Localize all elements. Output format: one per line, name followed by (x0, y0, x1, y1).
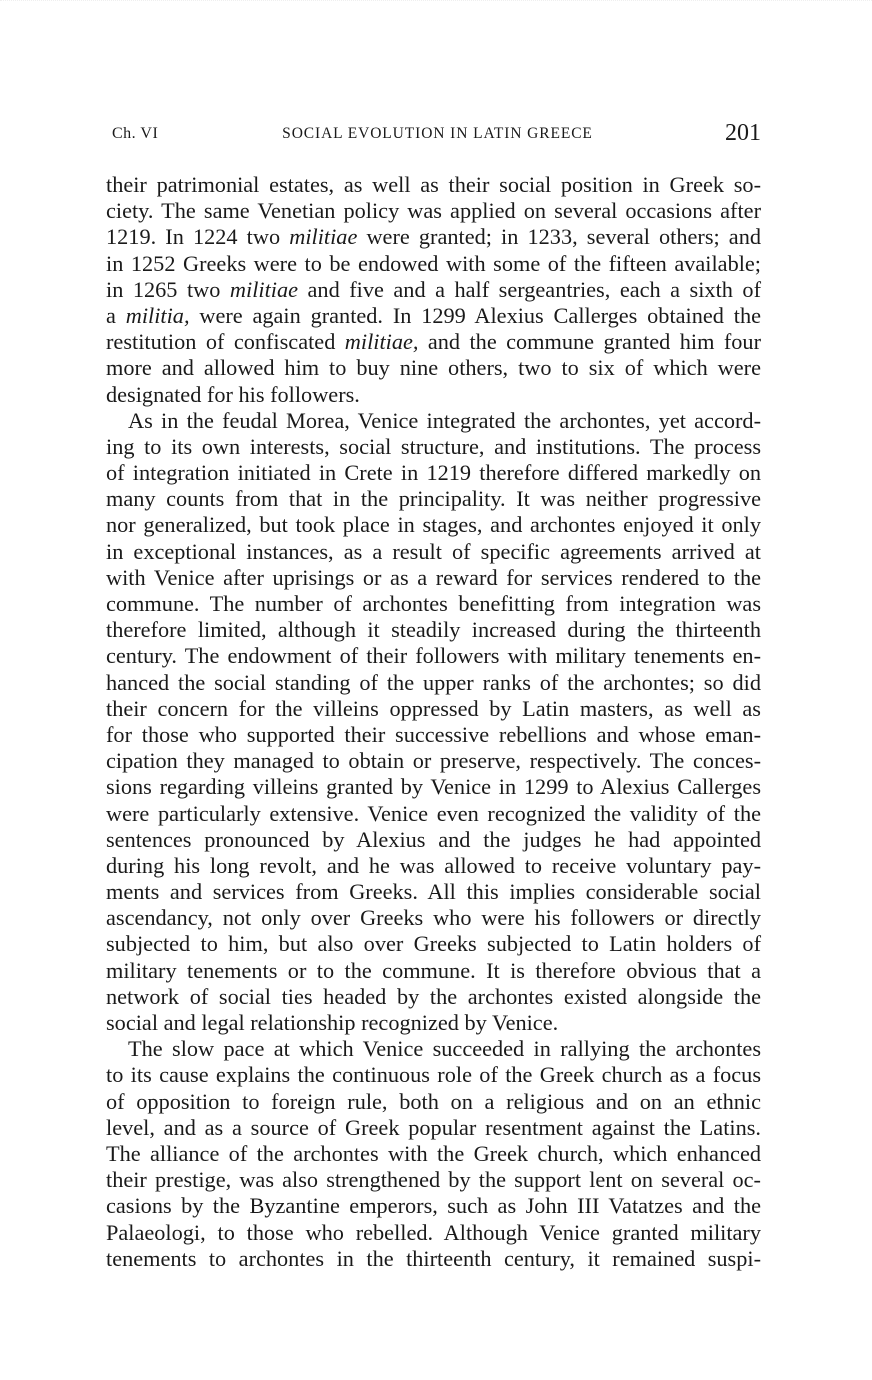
page-number: 201 (725, 120, 761, 146)
text-line: As in the feudal Morea, Venice integrated the archontes, yet accord- (128, 407, 761, 433)
italic-term: militiae, (344, 329, 419, 355)
text-line: military tenements or to the commune. It is therefore obvious that a (106, 957, 761, 983)
text-line: in exceptional instances, as a result of specific agreements arrived at (106, 538, 761, 564)
text-line: in 1265 two militiae and five and a half sergeantries, each a sixth of (106, 276, 761, 302)
text-line: in 1252 Greeks were to be endowed with some of the fifteen available; (106, 250, 761, 276)
running-title: SOCIAL EVOLUTION IN LATIN GREECE (282, 125, 593, 142)
italic-term: militiae (229, 276, 299, 302)
text-line: network of social ties headed by the archontes existed alongside the (106, 983, 761, 1009)
paragraph (106, 408, 761, 1037)
paragraph (106, 1036, 761, 1272)
text-line: cipation they managed to obtain or preserve, respectively. The conces- (106, 748, 761, 774)
text-line: The alliance of the archontes with the Greek church, which enhanced (106, 1140, 761, 1166)
text-line: ments and services from Greeks. All this implies considerable social (106, 879, 761, 905)
text-line: during his long revolt, and he was allowed to receive voluntary pay- (106, 852, 761, 878)
text-line: of opposition to foreign rule, both on a religious and on an ethnic (106, 1088, 761, 1114)
text-line: ascendancy, not only over Greeks who were his followers or directly (106, 905, 761, 931)
text-line: casions by the Byzantine emperors, such as John III Vatatzes and the (106, 1193, 761, 1219)
text-line: social and legal relationship recognized by Venice. (106, 1010, 559, 1035)
text-line: tenements to archontes in the thirteenth century, it remained suspi- (106, 1245, 761, 1271)
text-line: ciety. The same Venetian policy was applied on several occasions after (106, 198, 761, 224)
text-line: Palaeologi, to those who rebelled. Although Venice granted military (106, 1219, 761, 1245)
text-line: ing to its own interests, social structure, and institutions. The process (106, 433, 761, 459)
text-line: of integration initiated in Crete in 1219 therefore differed markedly on (106, 460, 761, 486)
text-line: their concern for the villeins oppressed by Latin masters, as well as (106, 695, 761, 721)
text-line: hanced the social standing of the upper ranks of the archontes; so did (106, 669, 761, 695)
text-line: sions regarding villeins granted by Venice in 1299 to Alexius Callerges (106, 774, 761, 800)
scan-edge-artifact (0, 0, 872, 13)
text-line: The slow pace at which Venice succeeded in rallying the archontes (128, 1036, 761, 1062)
text-line: designated for his followers. (106, 381, 360, 407)
chapter-label: Ch. VI (112, 125, 159, 142)
text-line: to its cause explains the continuous role of the Greek church as a focus (106, 1062, 761, 1088)
italic-term: militia, (125, 302, 190, 328)
text-line: for those who supported their successive rebellions and whose eman- (106, 721, 761, 747)
body-text (106, 172, 761, 1272)
running-head (112, 122, 763, 150)
text-line: subjected to him, but also over Greeks subjected to Latin holders of (106, 931, 761, 957)
text-line: were particularly extensive. Venice even recognized the validity of the (106, 800, 761, 826)
text-line: century. The endowment of their followers with military tenements en- (106, 643, 761, 669)
text-line: a militia, were again granted. In 1299 Alexius Callerges obtained the (106, 302, 761, 328)
text-line: nor generalized, but took place in stages, and archontes enjoyed it only (106, 512, 761, 538)
text-line: with Venice after uprisings or as a reward for services rendered to the (106, 564, 761, 590)
paragraph (106, 172, 761, 408)
text-line: level, and as a source of Greek popular resentment against the Latins. (106, 1114, 761, 1140)
italic-term: militiae (289, 224, 358, 250)
text-line: more and allowed him to buy nine others, two to six of which were (106, 355, 761, 381)
text-line: 1219. In 1224 two militiae were granted; in 1233, several others; and (106, 224, 761, 250)
text-line: therefore limited, although it steadily increased during the thirteenth (106, 617, 761, 643)
text-line: sentences pronounced by Alexius and the judges he had appointed (106, 826, 761, 852)
text-line: their patrimonial estates, as well as their social position in Greek so- (106, 172, 761, 197)
text-line: commune. The number of archontes benefitting from integration was (106, 591, 761, 616)
text-line: restitution of confiscated militiae, and the commune granted him four (106, 329, 761, 355)
text-line: their prestige, was also strengthened by the support lent on several oc- (106, 1167, 761, 1193)
text-line: many counts from that in the principality. It was neither progressive (106, 486, 761, 512)
